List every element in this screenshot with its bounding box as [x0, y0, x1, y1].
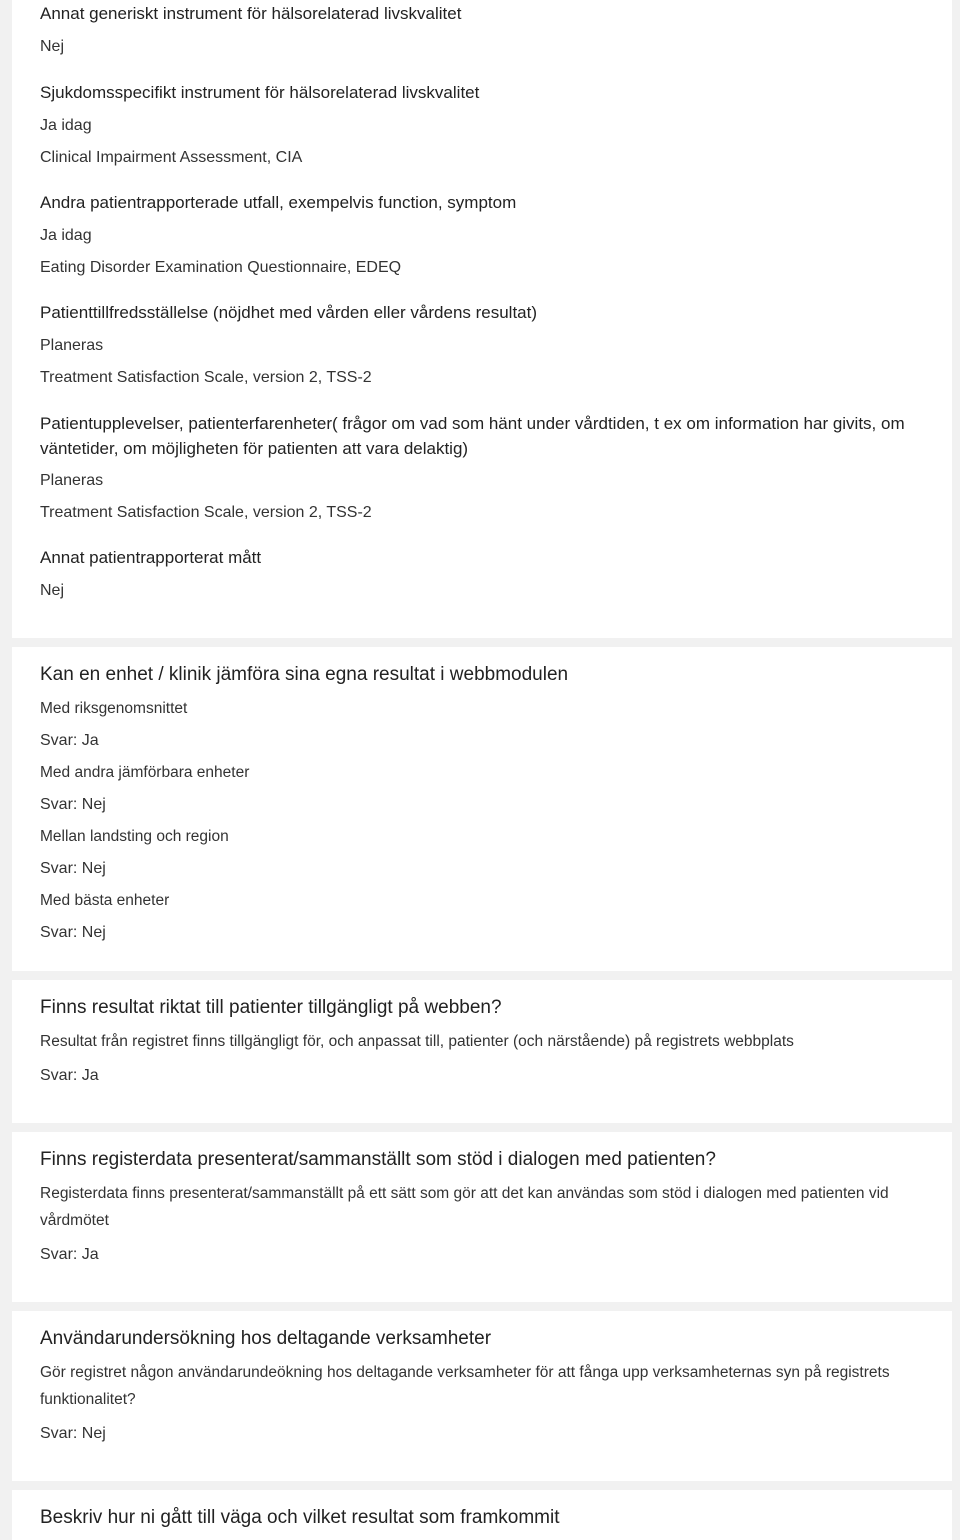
dialog-title: Finns registerdata presenterat/sammanställt som stöd i dialogen med patienten?: [40, 1149, 716, 1170]
outcome-question: Andra patientrapporterade utfall, exempelvis function, symptom: [40, 193, 517, 212]
patient-results-title: Finns resultat riktat till patienter tillgängligt på webben?: [40, 997, 502, 1018]
outcome-answer: Planeras: [40, 472, 104, 489]
dialog-card: [12, 1132, 952, 1302]
compare-label: Med bästa enheter: [40, 892, 170, 909]
outcome-instrument: Eating Disorder Examination Questionnaire, EDEQ: [40, 259, 402, 276]
outcome-instrument: Treatment Satisfaction Scale, version 2, TSS-2: [40, 369, 372, 386]
outcome-question: Patienttillfredsställelse (nöjdhet med vården eller vårdens resultat): [40, 303, 538, 322]
survey-card: [12, 1311, 952, 1481]
compare-label: Mellan landsting och region: [40, 828, 229, 845]
outcomes-card: [12, 0, 952, 638]
outcome-question: Annat generiskt instrument för hälsorelaterad livskvalitet: [40, 4, 462, 23]
compare-answer: Svar: Nej: [40, 924, 106, 941]
outcome-question: Patientupplevelser, patienterfarenheter( frågor om vad som hänt under vårdtiden, t ex om information har givits, om väntetider, om möjligheten för patienten att vara delaktig): [40, 414, 905, 458]
outcome-question: Sjukdomsspecifikt instrument för hälsorelaterad livskvalitet: [40, 83, 480, 102]
dialog-answer: Svar: Ja: [40, 1246, 99, 1263]
compare-label: Med riksgenomsnittet: [40, 700, 188, 717]
patient-results-answer: Svar: Ja: [40, 1067, 99, 1084]
outcome-instrument: Treatment Satisfaction Scale, version 2, TSS-2: [40, 504, 372, 521]
compare-title: Kan en enhet / klinik jämföra sina egna resultat i webbmodulen: [40, 664, 569, 685]
compare-answer: Svar: Nej: [40, 860, 106, 877]
outcome-answer: Ja idag: [40, 227, 92, 244]
dialog-description: Registerdata finns presenterat/sammanställt på ett sätt som gör att det kan användas som stöd i dialogen med patienten vid vårdmötet: [40, 1185, 889, 1229]
outcome-answer: Nej: [40, 38, 65, 55]
outcome-answer: Nej: [40, 582, 65, 599]
describe-title: Beskriv hur ni gått till väga och vilket resultat som framkommit: [40, 1507, 560, 1528]
compare-card: [12, 647, 952, 971]
compare-answer: Svar: Ja: [40, 732, 99, 749]
compare-answer: Svar: Nej: [40, 796, 106, 813]
survey-answer: Svar: Nej: [40, 1425, 106, 1442]
outcome-instrument: Clinical Impairment Assessment, CIA: [40, 149, 303, 166]
patient-results-description: Resultat från registret finns tillgängligt för, och anpassat till, patienter (och närstående) på registrets webbplats: [40, 1033, 794, 1050]
patient-results-card: [12, 980, 952, 1123]
survey-description: Gör registret någon användarundeökning hos deltagande verksamheter för att fånga upp verksamheternas syn på registrets funktionalitet?: [40, 1364, 890, 1408]
survey-title: Användarundersökning hos deltagande verksamheter: [40, 1328, 492, 1349]
describe-card: [12, 1490, 952, 1540]
outcome-answer: Planeras: [40, 337, 104, 354]
compare-label: Med andra jämförbara enheter: [40, 764, 250, 781]
outcome-question: Annat patientrapporterat mått: [40, 548, 262, 567]
outcome-answer: Ja idag: [40, 117, 92, 134]
